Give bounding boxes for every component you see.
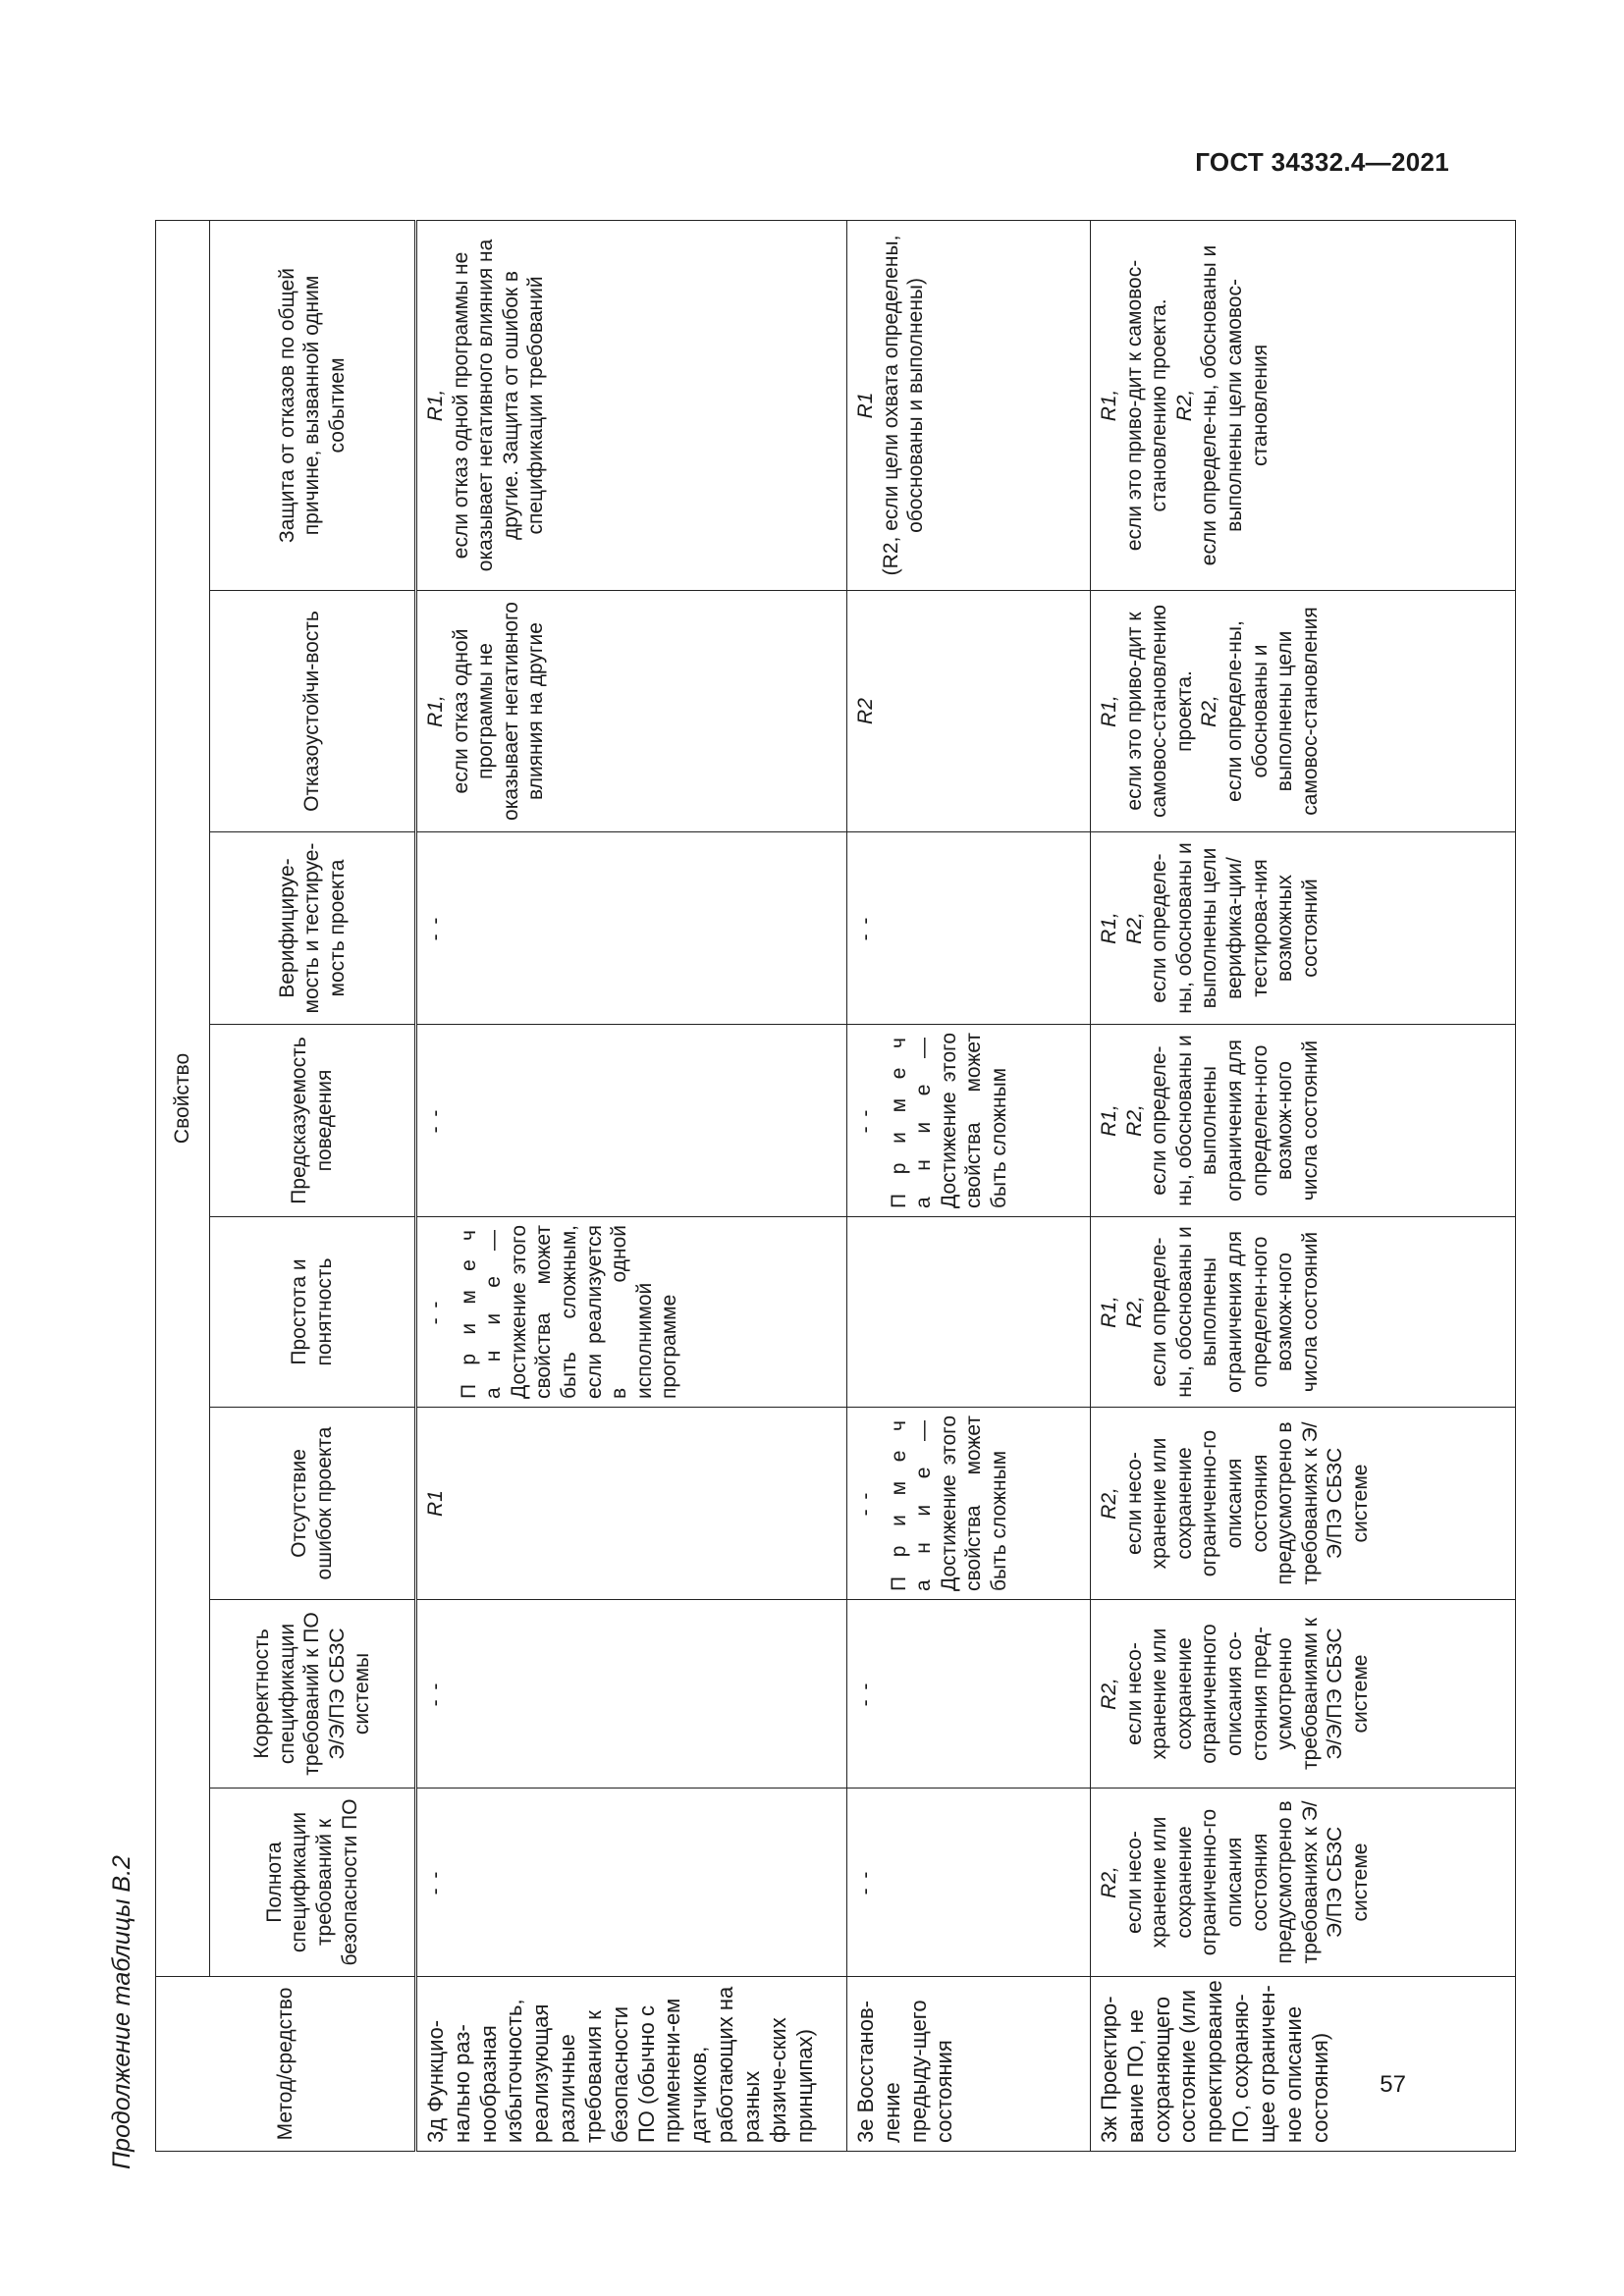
rating-mark: R1,: [424, 389, 447, 422]
table-row: [847, 220, 1091, 2151]
column-header-correctness: Корректность спецификации требований к ПО Э/Э/ПЭ СБЗС системы: [210, 1600, 416, 1789]
condition-text: если определе-ны, обоснованы и выполнены ограничения для определен-ного возмож-ного числа состояний: [1148, 1035, 1322, 1206]
correctness-cell: [847, 1600, 1091, 1789]
fault-tolerance-cell: [1091, 591, 1516, 832]
condition-text: если несо-хранение или сохранение ограниченно-го описания состояния предусмотрено в требованиях к Э/Э/ПЭ СБЗС системе: [1122, 1800, 1373, 1964]
method-cell: 3ж Проектиро-вание ПО, не сохраняющего состояние (или проектирование ПО, сохраняю-щее ограничен-ное описание состояния): [1091, 1977, 1516, 2152]
rating-mark: R1,: [1098, 695, 1120, 727]
rotated-table-page: [108, 221, 1463, 2169]
ccf-cell: [416, 220, 847, 590]
column-header-simplicity: Простота и понятность: [210, 1217, 416, 1408]
condition-text: если определе-ны, обоснованы и выполнены ограничения для определен-ного возмож-ного числа состояний: [1148, 1226, 1322, 1398]
standard-id: ГОСТ 34332.4—2021: [1195, 147, 1449, 177]
no-errors-cell: [847, 1408, 1091, 1600]
column-header-fault-tolerance: Отказоустойчи-вость: [210, 591, 416, 832]
method-cell: 3е Восстанов-ление предыду-щего состояния: [847, 1977, 1091, 2152]
condition-text: если это приво-дит к самовос-становлению проекта.: [1122, 605, 1196, 818]
dash-mark: - -: [424, 1107, 447, 1134]
fault-tolerance-cell: [847, 591, 1091, 832]
rating-mark: R1,: [424, 695, 447, 727]
table-caption: Продолжение таблицы В.2: [108, 1855, 135, 2169]
predictability-cell: [416, 1025, 847, 1217]
ccf-cell: [1091, 220, 1516, 590]
rating-mark: R1: [424, 1490, 447, 1517]
no-errors-cell: [1091, 1408, 1516, 1600]
correctness-cell: [1091, 1600, 1516, 1789]
no-errors-cell: [416, 1408, 847, 1600]
column-header-completeness: Полнота спецификации требований к безопасности ПО: [210, 1789, 416, 1977]
dash-mark: - -: [854, 1869, 877, 1896]
dash-mark: - -: [854, 915, 877, 941]
column-header-verifiability: Верифицируе-мость и тестируе-мость проекта: [210, 832, 416, 1025]
group-header-property: Свойство: [156, 220, 210, 1976]
note-prefix: П р и м е ч а н и е —: [887, 1415, 936, 1591]
column-header-method: Метод/средство: [156, 1977, 416, 2152]
rating-mark: R1, R2,: [1098, 1296, 1146, 1328]
note-prefix: П р и м е ч а н и е —: [457, 1225, 506, 1399]
dash-mark: - -: [424, 1299, 447, 1325]
note: [887, 1415, 1012, 1591]
rating-mark: R1: [854, 392, 877, 419]
dash-mark: - -: [424, 915, 447, 941]
dash-mark: - -: [854, 1681, 877, 1707]
condition-text: (R2, если цели охвата определены, обоснованы и выполнены): [879, 235, 928, 576]
condition-text: если отказ одной программы не оказывает негативного влияния на другие: [449, 602, 548, 821]
ccf-cell: [847, 220, 1091, 590]
note-text: Достижение этого свойства может быть сложным, если реализуется в одной исполнимой программе: [507, 1225, 681, 1399]
completeness-cell: [847, 1789, 1091, 1977]
dash-mark: - -: [854, 1490, 877, 1517]
correctness-cell: [416, 1600, 847, 1789]
rating-mark: R1, R2,: [1098, 1104, 1146, 1137]
column-header-predictability: Предсказуемость поведения: [210, 1025, 416, 1217]
condition-text: если определе-ны, обоснованы и выполнены цели самовос-становления: [1223, 607, 1322, 816]
page-number: 57: [1380, 2071, 1406, 2098]
properties-table: [155, 220, 1516, 2152]
predictability-cell: [1091, 1025, 1516, 1217]
completeness-cell: [416, 1789, 847, 1977]
dash-mark: - -: [424, 1869, 447, 1896]
column-header-no-errors: Отсутствие ошибок проекта: [210, 1408, 416, 1600]
condition-text: если отказ одной программы не оказывает негативного влияния на другие. Защита от ошибок в спецификации требований: [449, 239, 548, 572]
dash-mark: - -: [424, 1681, 447, 1707]
table-row: [1091, 220, 1516, 2151]
simplicity-cell: [416, 1217, 847, 1408]
rating-mark: R2: [854, 698, 877, 724]
rating-mark: R2,: [1098, 1678, 1120, 1710]
table-row: [416, 220, 847, 2151]
completeness-cell: [1091, 1789, 1516, 1977]
rating-mark: R2,: [1098, 1487, 1120, 1520]
simplicity-cell: [1091, 1217, 1516, 1408]
verifiability-cell: [416, 832, 847, 1025]
note: [887, 1033, 1012, 1208]
condition-text: если определе-ны, обоснованы и выполнены цели самовос-становления: [1198, 244, 1272, 566]
condition-text: если несо-хранение или сохранение ограниченного описания со-стояния пред-усмотренно требованиями к Э/Э/ПЭ СБЗС системе: [1122, 1618, 1373, 1770]
simplicity-cell: [847, 1217, 1091, 1408]
rating-mark: R2,: [1172, 389, 1196, 422]
predictability-cell: [847, 1025, 1091, 1217]
note-text: Достижение этого свойства может быть сложным: [937, 1033, 1011, 1208]
condition-text: если это приво-дит к самовос-становлению проекта.: [1122, 259, 1171, 552]
note-prefix: П р и м е ч а н и е —: [887, 1033, 936, 1208]
dash-mark: - -: [854, 1107, 877, 1134]
verifiability-cell: [847, 832, 1091, 1025]
rating-mark: R1,: [1098, 389, 1120, 422]
note: [457, 1225, 682, 1399]
rating-mark: R2,: [1198, 695, 1221, 727]
fault-tolerance-cell: [416, 591, 847, 832]
condition-text: если несо-хранение или сохранение ограниченно-го описания состояния предусмотрено в требованиях к Э/Э/ПЭ СБЗС системе: [1122, 1421, 1373, 1585]
note-text: Достижение этого свойства может быть сложным: [937, 1415, 1011, 1591]
method-cell: 3д Функцио-нально раз-нообразная избыточность, реализующая различные требования к безопасности ПО (обычно с применени-ем датчиков, работающих на разных физиче-ских принципах): [416, 1977, 847, 2152]
rating-mark: R2,: [1098, 1866, 1120, 1898]
rating-mark: R1, R2,: [1098, 912, 1146, 944]
verifiability-cell: [1091, 832, 1516, 1025]
column-header-ccf-protection: Защита от отказов по общей причине, вызванной одним событием: [210, 220, 416, 590]
condition-text: если определе-ны, обоснованы и выполнены цели верифика-ции/тестирова-ния возможных состояний: [1148, 842, 1322, 1014]
